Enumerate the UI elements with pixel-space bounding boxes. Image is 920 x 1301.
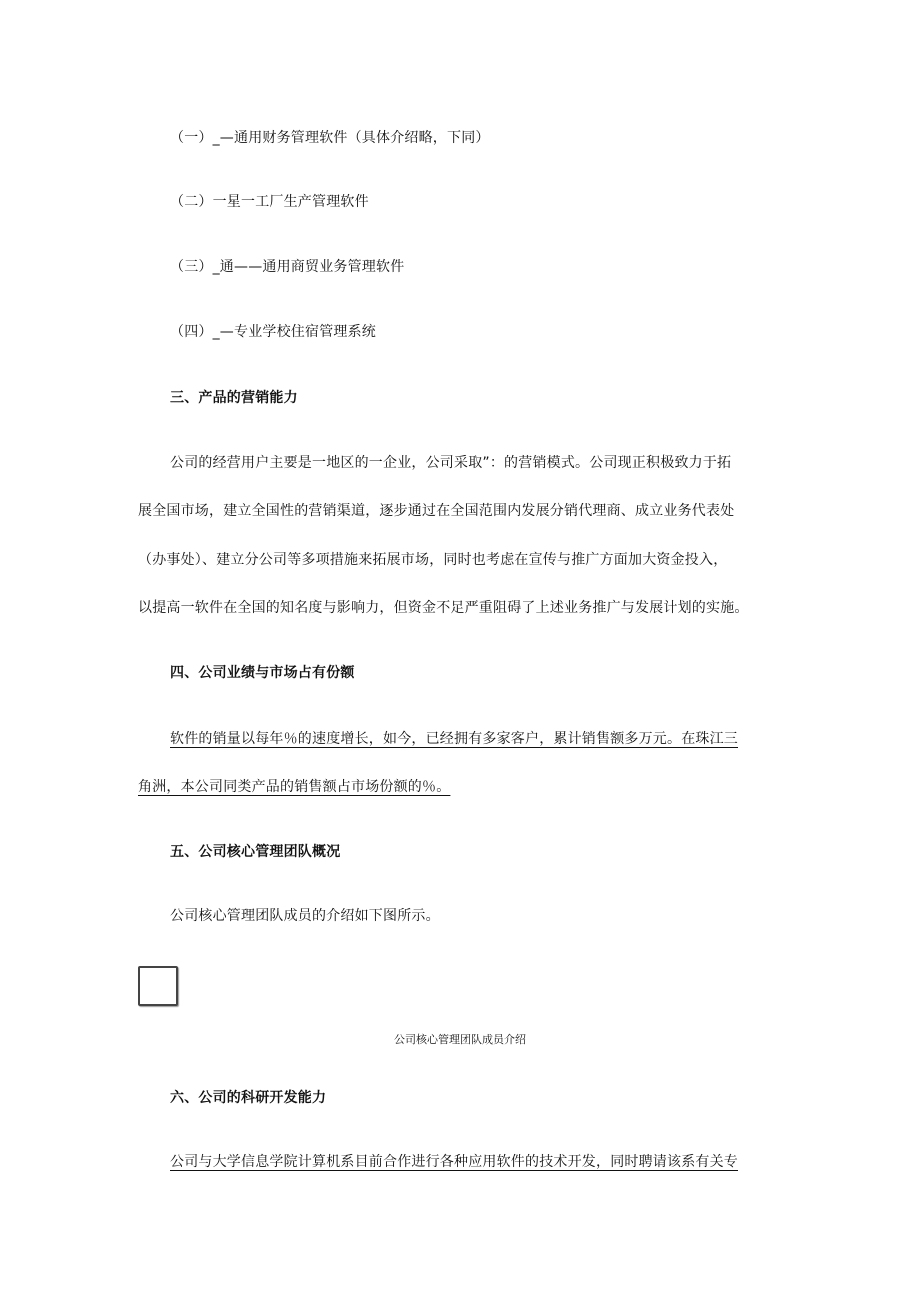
paragraph-line: 展全国市场，建立全国性的营销渠道，逐步通过在全国范围内发展分销代理商、成立业务代表处	[138, 503, 735, 519]
list-item-2: （二）一星一工厂生产管理软件	[170, 194, 369, 210]
image-placeholder-icon	[138, 966, 178, 1006]
paragraph-rnd-line: 公司与大学信息学院计算机系目前合作进行各种应用软件的技术开发，同时聘请该系有关专	[170, 1154, 738, 1170]
figure-caption: 公司核心管理团队成员介绍	[394, 1033, 526, 1046]
section-heading-rnd: 六、公司的科研开发能力	[170, 1090, 327, 1106]
section-heading-performance: 四、公司业绩与市场占有份额	[170, 665, 355, 681]
paragraph-line: 角洲，本公司同类产品的销售额占市场份额的％。	[138, 779, 451, 795]
section-heading-marketing: 三、产品的营销能力	[170, 390, 298, 406]
paragraph-line: 软件的销量以每年％的速度增长，如今，已经拥有多家客户，累计销售额多万元。在珠江三	[170, 731, 738, 747]
list-item-3: （三）_通——通用商贸业务管理软件	[170, 259, 405, 275]
list-item-1: （一）_—通用财务管理软件（具体介绍略，下同）	[170, 130, 490, 146]
paragraph-line: （办事处）、建立分公司等多项措施来拓展市场，同时也考虑在宣传与推广方面加大资金投入，	[138, 552, 728, 568]
paragraph-line: 以提高一软件在全国的知名度与影响力，但资金不足严重阻碍了上述业务推广与发展计划的实施。	[138, 600, 749, 616]
paragraph-line: 公司的经营用户主要是一地区的一企业，公司采取”：的营销模式。公司现正积极致力于拓	[170, 455, 732, 471]
section-heading-team: 五、公司核心管理团队概况	[170, 844, 341, 860]
list-item-4: （四）_—专业学校住宿管理系统	[170, 324, 376, 340]
team-intro: 公司核心管理团队成员的介绍如下图所示。	[170, 908, 440, 924]
